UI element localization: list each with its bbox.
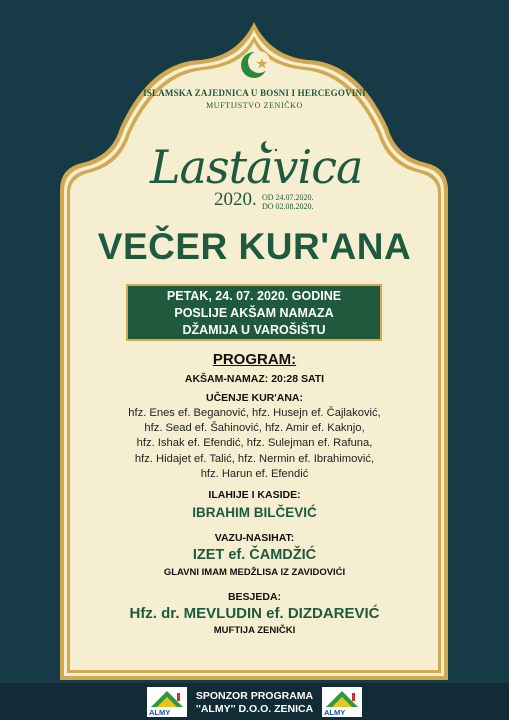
sponsor-logo-text: ALMY (322, 708, 362, 717)
campaign-name: Lastavica (150, 140, 363, 194)
ilahije-label: ILAHIJE I KASIDE: (208, 489, 301, 501)
reciter-line: hfz. Hidajet ef. Talić, hfz. Nermin ef. Ibrahimović, (134, 453, 375, 465)
organization-name: ISLAMSKA ZAJEDNICA U BOSNI I HERCEGOVINI (143, 88, 366, 98)
sponsor-logo-text: ALMY (147, 708, 187, 717)
event-info-box (126, 284, 382, 341)
event-time: POSLIJE AKŠAM NAMAZA (174, 306, 334, 320)
besjeda-speaker: Hfz. dr. MEVLUDIN ef. DIZDAREVIĆ (129, 605, 380, 622)
event-date: PETAK, 24. 07. 2020. GODINE (166, 289, 342, 303)
program-heading: PROGRAM: (212, 351, 297, 368)
besjeda-label: BESJEDA: (227, 591, 282, 603)
event-title: VEČER KUR'ANA (97, 226, 412, 267)
department-name: MUFTIJSTVO ZENIČKO (206, 101, 303, 110)
event-location: DŽAMIJA U VAROŠIŠTU (182, 323, 326, 337)
vazu-speaker-role: GLAVNI IMAM MEDŽLISA IZ ZAVIDOVIĆI (163, 567, 346, 578)
vazu-label: VAZU-NASIHAT: (214, 532, 295, 544)
campaign-year: 2020. (214, 189, 257, 210)
besjeda-speaker-role: MUFTIJA ZENIČKI (213, 625, 296, 636)
reciter-line: hfz. Ishak ef. Efendić, hfz. Sulejman ef. Rafuna, (136, 437, 373, 449)
campaign-date-to: DO 02.08.2020. (262, 202, 314, 211)
vazu-speaker: IZET ef. ČAMDŽIĆ (192, 547, 317, 563)
reciter-line: hfz. Harun ef. Efendić (200, 468, 309, 480)
sponsor-name: ''ALMY'' D.O.O. ZENICA (195, 703, 314, 715)
campaign-date-from: OD 24.07.2020. (262, 193, 314, 202)
reciter-line: hfz. Sead ef. Šahinović, hfz. Amir ef. Kaknjo, (144, 422, 365, 434)
ilahije-performer: IBRAHIM BILČEVIĆ (192, 505, 317, 520)
reciter-line: hfz. Enes ef. Beganović, hfz. Husejn ef. Čajlaković, (128, 407, 381, 419)
ucenje-label: UČENJE KUR'ANA: (205, 392, 303, 404)
sponsor-label: SPONZOR PROGRAMA (195, 690, 314, 702)
aksam-namaz-time: AKŠAM-NAMAZ: 20:28 SATI (184, 373, 325, 385)
